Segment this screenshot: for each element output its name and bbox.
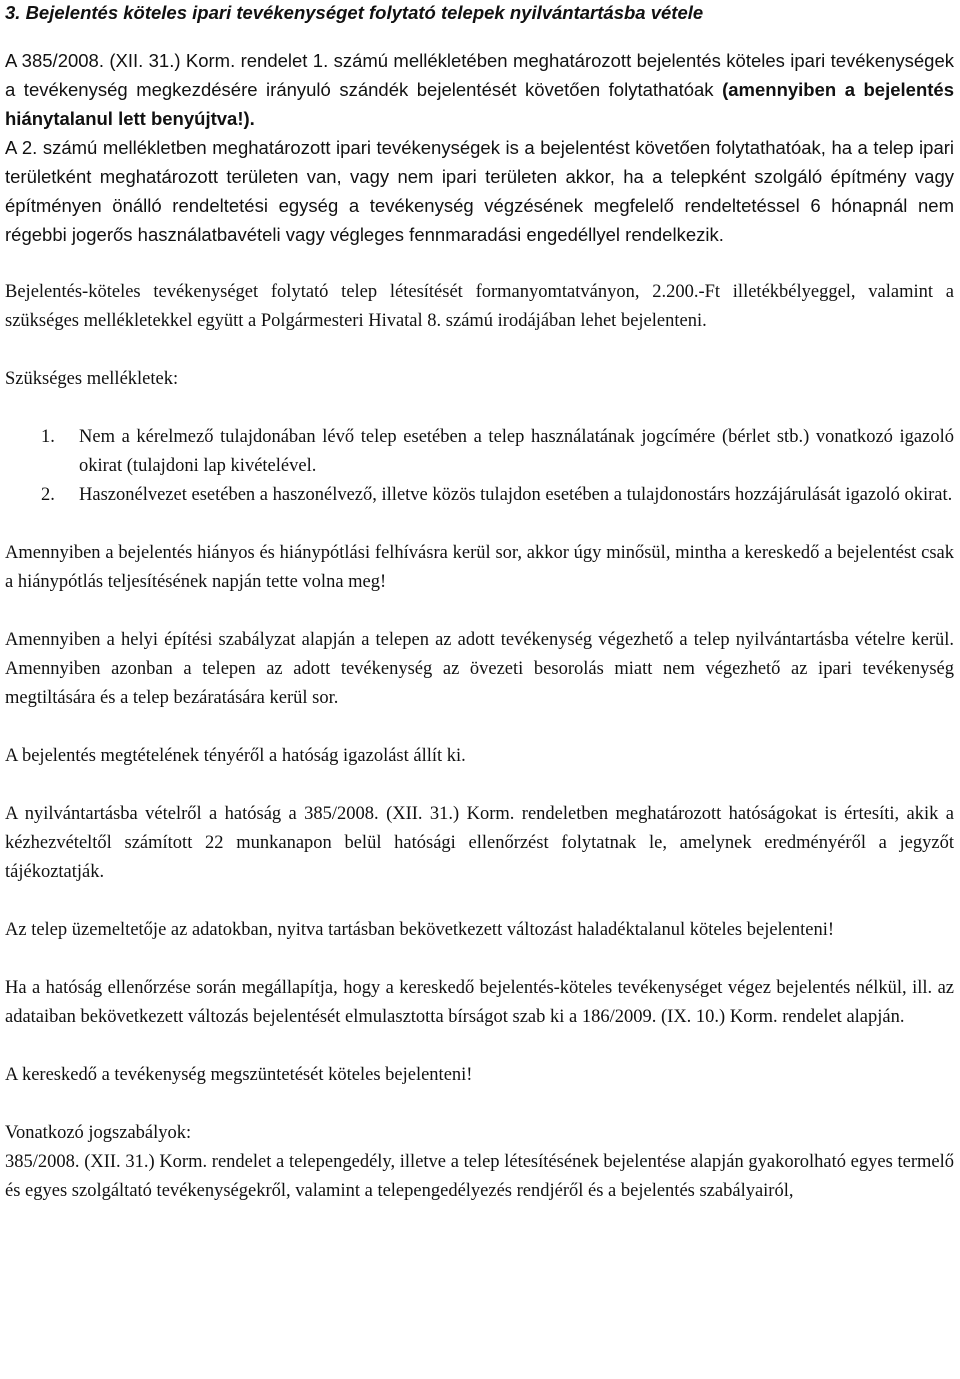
spacer: [5, 1032, 954, 1061]
changes-paragraph: Az telep üzemeltetője az adatokban, nyitva tartásban bekövetkezett változást haladéktalanul köteles bejelenteni!: [5, 920, 835, 940]
deficiency-paragraph: Amennyiben a bejelentés hiányos és hiánypótlási felhívásra kerül sor, akkor úgy minősül, mintha a kereskedő a bejelentést csak a hiánypótlás teljesítésének napján tette volna meg!: [5, 543, 954, 592]
spacer: [5, 336, 954, 365]
list-item: [5, 481, 954, 510]
spacer: [5, 249, 954, 278]
list-item-text: Haszonélvezet esetében a haszonélvező, illetve közös tulajdon esetében a tulajdonostárs hozzájárulását igazoló okirat.: [79, 485, 953, 505]
notification-paragraph: A nyilvántartásba vételről a hatóság a 385/2008. (XII. 31.) Korm. rendeletben meghatározott hatóságokat is értesíti, akik a kézhezvételtől számított 22 munkanapon belül hatósági ellenőrzést folytatnak le, amelynek eredményéről a jegyzőt tájékoztatják.: [5, 804, 954, 882]
spacer: [5, 945, 954, 974]
fine-paragraph: Ha a hatóság ellenőrzése során megállapítja, hogy a kereskedő bejelentés-köteles tevékenységet végez bejelentés nélkül, ill. az adataiban bekövetkezett változás bejelentését elmulasztotta bírságot szab ki a 186/2009. (IX. 10.) Korm. rendelet alapján.: [5, 978, 954, 1027]
certificate-paragraph: A bejelentés megtételének tényéről a hatóság igazolást állít ki.: [5, 746, 466, 766]
spacer: [5, 26, 954, 46]
spacer: [5, 713, 954, 742]
attachments-list: [5, 423, 954, 510]
section-title: 3. Bejelentés köteles ipari tevékenységet folytató telepek nyilvántartásba vétele: [5, 2, 704, 23]
list-item-text: Nem a kérelmező tulajdonában lévő telep esetében a telep használatának jogcímére (bérlet stb.) vonatkozó igazoló okirat (tulajdoni lap kivételével.: [79, 427, 954, 476]
spacer: [5, 394, 954, 423]
spacer: [5, 1090, 954, 1119]
laws-heading: Vonatkozó jogszabályok:: [5, 1123, 192, 1143]
spacer: [5, 597, 954, 626]
annex2-paragraph: A 2. számú mellékletben meghatározott ipari tevékenységek is a bejelentést követően folytathatóak, ha a telep ipari területként meghatározott területen van, vagy nem ipari területen akkor, ha a telepként szolgáló építmény vagy építményen önálló rendeltetési egység a tevékenység végzésének megfelelő rendeltetéssel 6 hónapnál nem régebbi jogerős használatbavételi vagy végleges fennmaradási engedéllyel rendelkezik.: [5, 137, 954, 245]
list-item: [5, 423, 954, 481]
intro-text: A 385/2008. (XII. 31.) Korm. rendelet 1. számú mellékletében meghatározott bejelentés köteles ipari tevékenységek a tevékenység megkezdésére irányuló szándék bejelentését követően folytathatóak: [5, 50, 954, 100]
spacer: [5, 771, 954, 800]
submission-paragraph: Bejelentés-köteles tevékenységet folytató telep létesítését formanyomtatványon, 2.200.-Ft illetékbélyeggel, valamint a szükséges mellékletekkel együtt a Polgármesteri Hivatal 8. számú irodájában lehet bejelenteni.: [5, 282, 954, 331]
list-item-number: 1.: [41, 427, 55, 447]
building-rules-paragraph: Amennyiben a helyi építési szabályzat alapján a telepen az adott tevékenység végezhető a telep nyilvántartásba vételre kerül. Amennyiben azonban a telepen az adott tevékenység az övezeti besorolás miatt nem végezhető az ipari tevékenység megtiltására és a telep bezáratására kerül sor.: [5, 630, 954, 708]
law-reference: 385/2008. (XII. 31.) Korm. rendelet a telepengedély, illetve a telep létesítésének bejelentése alapján gyakorolható egyes termelő és egyes szolgáltató tevékenységekről, valamint a telepengedélyezés rendjéről és a bejelentés szabályairól,: [5, 1152, 954, 1201]
spacer: [5, 887, 954, 916]
termination-paragraph: A kereskedő a tevékenység megszüntetését köteles bejelenteni!: [5, 1065, 473, 1085]
spacer: [5, 510, 954, 539]
intro-bold-note: (amennyiben a bejelentés hiánytalanul lett benyújtva!).: [5, 79, 954, 129]
intro-paragraph: [5, 46, 954, 133]
list-item-number: 2.: [41, 485, 55, 505]
attachments-heading: Szükséges mellékletek:: [5, 369, 179, 389]
